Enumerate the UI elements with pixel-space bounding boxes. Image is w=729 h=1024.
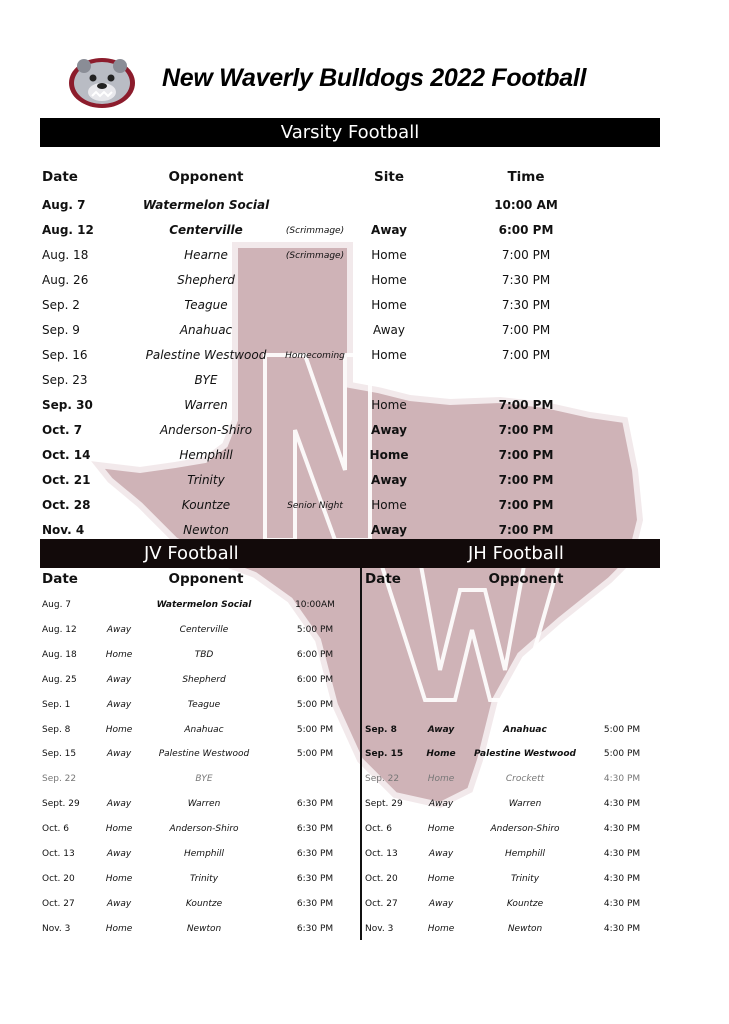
jv-row-time: 6:30 PM [296, 799, 334, 810]
jh-heading: JH Football [468, 543, 564, 564]
jv-row-opponent: Warren [187, 799, 221, 810]
jh-row-site: Away [428, 799, 454, 810]
varsity-row-time: 7:30 PM [501, 273, 551, 287]
varsity-row-opponent: Warren [184, 398, 228, 412]
jh-opponent-header: Opponent [488, 571, 564, 587]
jv-row-opponent: Hemphill [184, 849, 224, 859]
jh-row-site: Away [428, 849, 454, 859]
varsity-row-opponent: BYE [194, 373, 218, 387]
varsity-row-opponent: Hemphill [179, 448, 233, 462]
varsity-row-time: 10:00 AM [494, 198, 558, 212]
varsity-row-time: 7:00 PM [501, 348, 551, 362]
jv-opponent-header: Opponent [168, 571, 244, 587]
jh-row-site: Home [426, 749, 456, 760]
varsity-row-date: Sep. 9 [42, 323, 80, 337]
varsity-heading: Varsity Football [280, 122, 420, 143]
jv-row-date: Aug. 25 [42, 674, 77, 685]
varsity-row-opponent: Anahuac [179, 323, 233, 337]
varsity-date-header: Date [42, 169, 78, 185]
jv-row-opponent: Trinity [189, 873, 219, 884]
jh-row-date: Oct. 13 [365, 849, 398, 859]
varsity-row-site: Away [371, 223, 407, 237]
jh-row-opponent: Warren [508, 799, 542, 810]
varsity-header-bar [40, 118, 660, 147]
jv-row-date: Oct. 27 [42, 898, 75, 909]
jv-row-opponent: Newton [186, 923, 222, 934]
varsity-row-site: Home [371, 273, 407, 287]
varsity-row-opponent: Palestine Westwood [145, 348, 267, 362]
jh-row-time: 4:30 PM [603, 898, 641, 909]
varsity-row-time: 7:00 PM [501, 248, 551, 262]
jv-row-time: 6:30 PM [296, 849, 334, 859]
jh-row-date: Sep. 22 [365, 774, 400, 785]
varsity-row-date: Sep. 16 [42, 348, 88, 362]
page-title: New Waverly Bulldogs 2022 Football [162, 64, 587, 92]
varsity-row-note: Homecoming [285, 351, 345, 361]
column-divider [360, 568, 362, 940]
jv-row-site: Away [106, 749, 132, 760]
jv-row-site: Away [106, 699, 132, 710]
jh-row-date: Sep. 8 [365, 724, 397, 735]
varsity-time-header: Time [507, 169, 545, 185]
jh-row-opponent: Palestine Westwood [474, 749, 576, 760]
varsity-row-opponent: Centerville [169, 223, 243, 237]
jv-row-date: Aug. 18 [42, 649, 77, 660]
jv-row-opponent: Anderson-Shiro [169, 824, 239, 835]
varsity-row-opponent: Anderson-Shiro [159, 423, 253, 437]
varsity-row-site: Home [371, 248, 407, 262]
varsity-row-time: 7:00 PM [498, 423, 554, 437]
jv-row-date: Aug. 7 [42, 600, 72, 610]
jh-row-date: Oct. 27 [365, 898, 398, 909]
jv-row-site: Home [105, 724, 133, 735]
jv-row-time: 6:30 PM [296, 873, 334, 884]
jv-row-date: Sep. 15 [42, 749, 77, 760]
jh-row-site: Away [428, 898, 454, 909]
jv-row-date: Sep. 22 [42, 774, 77, 785]
jh-row-opponent: Anahuac [503, 724, 547, 735]
jh-row-time: 4:30 PM [603, 774, 641, 785]
jh-row-date: Oct. 20 [365, 873, 398, 884]
varsity-row-date: Sep. 30 [42, 398, 93, 412]
varsity-row-site: Away [373, 323, 405, 337]
jv-row-date: Nov. 3 [42, 923, 71, 934]
jh-row-opponent: Hemphill [505, 849, 545, 859]
jh-row-date: Oct. 6 [365, 824, 393, 835]
varsity-row-opponent: Hearne [184, 248, 228, 262]
varsity-row-opponent: Shepherd [177, 273, 235, 287]
jh-row-time: 4:30 PM [603, 849, 641, 859]
jh-row-time: 4:30 PM [603, 824, 641, 835]
varsity-row-date: Oct. 28 [42, 498, 91, 512]
varsity-row-date: Aug. 18 [42, 248, 89, 262]
jv-jh-header-bar [40, 539, 660, 568]
varsity-row-site: Away [371, 423, 407, 437]
jh-row-date: Sep. 15 [365, 749, 404, 760]
varsity-row-time: 7:00 PM [498, 498, 554, 512]
jv-row-date: Oct. 6 [42, 824, 70, 835]
jv-row-date: Oct. 13 [42, 849, 75, 859]
varsity-row-time: 6:00 PM [498, 223, 554, 237]
varsity-row-time: 7:30 PM [501, 298, 551, 312]
jv-heading: JV Football [144, 543, 239, 564]
jh-row-time: 5:00 PM [603, 749, 641, 760]
jv-row-site: Away [106, 799, 132, 810]
varsity-row-time: 7:00 PM [498, 473, 554, 487]
jv-row-date: Aug. 12 [42, 624, 77, 635]
varsity-row-date: Sep. 2 [42, 298, 80, 312]
varsity-row-site: Home [371, 348, 407, 362]
jv-row-site: Home [105, 873, 133, 884]
jv-row-date: Oct. 20 [42, 873, 75, 884]
jh-row-date: Sept. 29 [365, 799, 403, 810]
jv-row-opponent: TBD [194, 649, 214, 660]
jv-date-header: Date [42, 571, 78, 587]
jv-row-site: Home [105, 824, 133, 835]
jv-row-site: Away [106, 624, 132, 635]
varsity-row-date: Sep. 23 [42, 373, 88, 387]
jv-row-time: 6:30 PM [296, 923, 334, 934]
varsity-site-header: Site [374, 169, 404, 185]
varsity-row-date: Aug. 12 [42, 223, 94, 237]
jh-row-date: Nov. 3 [365, 923, 394, 934]
jh-row-time: 4:30 PM [603, 873, 641, 884]
varsity-row-site: Home [371, 498, 407, 512]
varsity-row-date: Oct. 7 [42, 423, 83, 437]
jh-row-opponent: Anderson-Shiro [490, 824, 560, 835]
jv-row-time: 10:00AM [295, 600, 335, 610]
jh-row-opponent: Trinity [510, 873, 540, 884]
jv-row-site: Home [105, 649, 133, 660]
jv-row-time: 5:00 PM [296, 624, 334, 635]
varsity-row-opponent: Trinity [187, 473, 225, 487]
varsity-row-opponent: Teague [184, 298, 228, 312]
varsity-row-time: 7:00 PM [498, 523, 554, 537]
varsity-row-site: Home [371, 398, 407, 412]
jh-row-time: 5:00 PM [603, 724, 641, 735]
varsity-row-date: Nov. 4 [42, 523, 85, 537]
varsity-row-time: 7:00 PM [498, 448, 554, 462]
jv-row-date: Sept. 29 [42, 799, 80, 810]
varsity-row-note: (Scrimmage) [285, 226, 345, 236]
jv-row-opponent: Watermelon Social [156, 600, 252, 610]
jv-row-site: Away [106, 849, 132, 859]
jh-row-site: Home [427, 923, 455, 934]
varsity-row-site: Away [371, 523, 407, 537]
jv-row-opponent: Shepherd [182, 674, 226, 685]
jh-row-site: Away [427, 724, 455, 735]
varsity-row-date: Aug. 7 [42, 198, 86, 212]
jv-row-date: Sep. 8 [42, 724, 71, 735]
jh-date-header: Date [365, 571, 401, 587]
jh-row-time: 4:30 PM [603, 799, 641, 810]
jv-row-opponent: BYE [195, 774, 213, 785]
jv-row-opponent: Kountze [185, 898, 223, 909]
jh-row-opponent: Newton [507, 923, 543, 934]
bulldog-logo-icon [66, 52, 138, 110]
jh-row-time: 4:30 PM [603, 923, 641, 934]
jv-row-time: 6:00 PM [296, 674, 334, 685]
varsity-row-note: Senior Night [287, 501, 343, 511]
varsity-row-site: Home [369, 448, 409, 462]
jv-row-time: 5:00 PM [296, 724, 334, 735]
varsity-row-opponent: Kountze [181, 498, 231, 512]
jh-row-site: Home [427, 873, 455, 884]
jv-row-site: Away [106, 898, 132, 909]
jv-row-time: 6:30 PM [296, 898, 334, 909]
jh-row-opponent: Crockett [505, 774, 545, 785]
varsity-row-site: Home [371, 298, 407, 312]
varsity-opponent-header: Opponent [168, 169, 244, 185]
varsity-row-time: 7:00 PM [501, 323, 551, 337]
varsity-row-date: Oct. 14 [42, 448, 91, 462]
jv-row-opponent: Palestine Westwood [158, 749, 250, 760]
jv-row-opponent: Teague [187, 699, 221, 710]
jv-row-date: Sep. 1 [42, 699, 71, 710]
jv-row-opponent: Centerville [179, 624, 229, 635]
varsity-row-opponent: Watermelon Social [142, 198, 270, 212]
varsity-row-date: Oct. 21 [42, 473, 91, 487]
jv-row-time: 6:30 PM [296, 824, 334, 835]
jh-row-site: Home [427, 774, 455, 785]
jv-row-site: Away [106, 674, 132, 685]
jv-row-site: Home [105, 923, 133, 934]
varsity-row-site: Away [371, 473, 407, 487]
jv-row-time: 5:00 PM [296, 699, 334, 710]
jv-row-opponent: Anahuac [184, 724, 224, 735]
jv-row-time: 6:00 PM [296, 649, 334, 660]
varsity-row-note: (Scrimmage) [285, 251, 345, 261]
varsity-row-date: Aug. 26 [42, 273, 89, 287]
varsity-row-opponent: Newton [183, 523, 229, 537]
varsity-row-time: 7:00 PM [498, 398, 554, 412]
jh-row-site: Home [427, 824, 455, 835]
jh-row-opponent: Kountze [506, 898, 544, 909]
jv-row-time: 5:00 PM [296, 749, 334, 760]
